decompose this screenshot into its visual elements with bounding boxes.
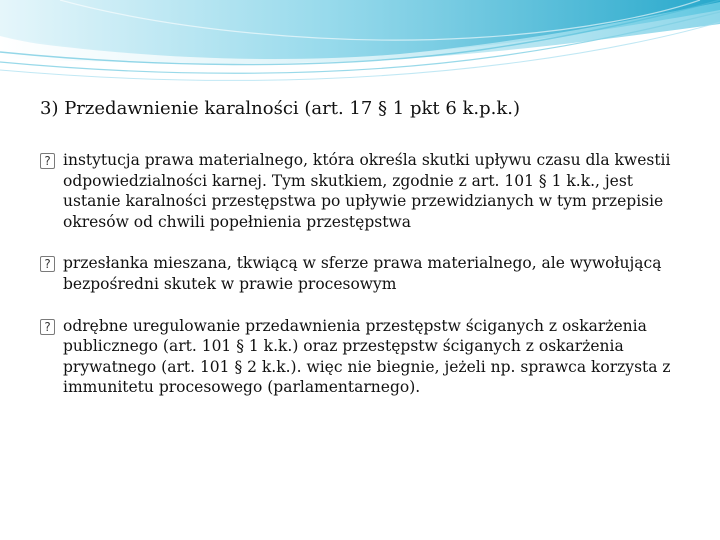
slide-title: 3) Przedawnienie karalności (art. 17 § 1 pkt 6 k.p.k.) [40, 98, 521, 119]
bullet-item [40, 150, 690, 232]
bullet-list [40, 150, 690, 398]
decorative-wave-header [0, 0, 720, 95]
bullet-item [40, 253, 690, 294]
bullet-text: odrębne uregulowanie przedawnienia przestępstw ściganych z oskarżenia publicznego (art. 101 § 1 k.k.) oraz przestępstw ściganych z oskarżenia prywatnego (art. 101 § 2 k.k.). więc nie biegnie, jeżeli np. sprawca korzysta z immunitetu procesowego (parlamentarnego). [63, 316, 671, 397]
missing-glyph-bullet-icon: ? [40, 256, 55, 272]
missing-glyph-bullet-icon: ? [40, 153, 55, 169]
bullet-item [40, 316, 690, 398]
missing-glyph-bullet-icon: ? [40, 319, 55, 335]
bullet-text: instytucja prawa materialnego, która określa skutki upływu czasu dla kwestii odpowiedzialności karnej. Tym skutkiem, zgodnie z art. 101 § 1 k.k., jest ustanie karalności przestępstwa po upływie przewidzianych w tym przepisie okresów od chwili popełnienia przestępstwa [63, 151, 671, 231]
bullet-text: przesłanka mieszana, tkwiącą w sferze prawa materialnego, ale wywołującą bezpośredni skutek w prawie procesowym [63, 254, 662, 293]
